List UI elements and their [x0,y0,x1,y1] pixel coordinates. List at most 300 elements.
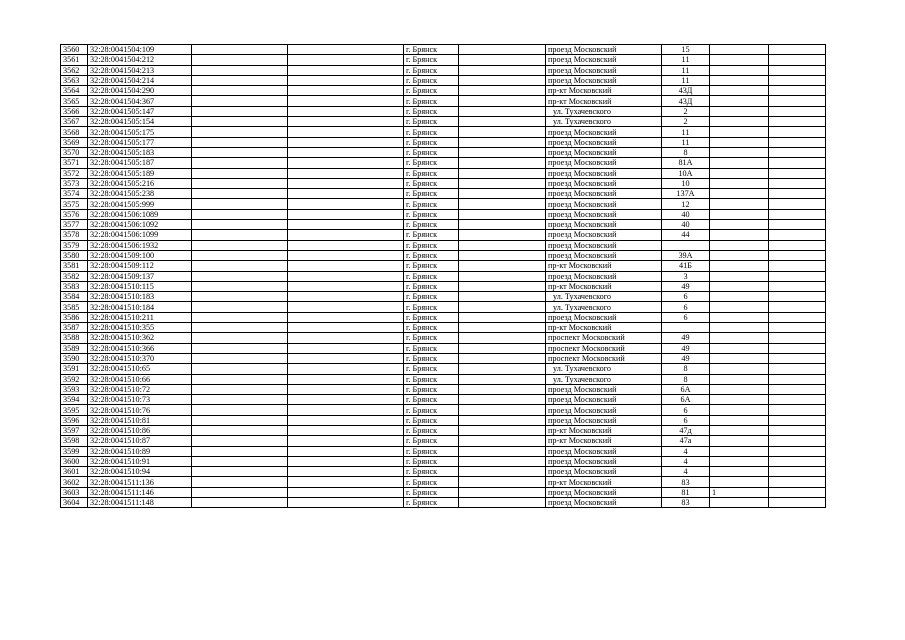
empty-cell [459,456,546,466]
street-cell: пр-кт Московский [546,425,662,435]
row-number-cell: 3587 [61,323,88,333]
row-number-cell: 3578 [61,230,88,240]
street-cell: проезд Московский [546,147,662,157]
empty-cell [459,436,546,446]
empty-cell [769,333,826,343]
house-number-cell: 41Б [662,261,710,271]
empty-cell [769,117,826,127]
empty-cell [288,395,404,405]
house-number-cell: 49 [662,281,710,291]
extra-cell [710,178,769,188]
house-number-cell: 11 [662,137,710,147]
empty-cell [459,117,546,127]
document-page [60,44,826,508]
street-cell: проезд Московский [546,55,662,65]
extra-cell [710,374,769,384]
empty-cell [769,498,826,508]
house-number-cell: 47д [662,425,710,435]
extra-cell [710,230,769,240]
street-cell: проезд Московский [546,168,662,178]
row-number-cell: 3576 [61,209,88,219]
empty-cell [288,199,404,209]
empty-cell [192,127,288,137]
street-cell: пр-кт Московский [546,477,662,487]
empty-cell [459,477,546,487]
empty-cell [459,261,546,271]
house-number-cell: 2 [662,117,710,127]
empty-cell [459,209,546,219]
empty-cell [192,55,288,65]
table-row [61,456,826,466]
row-number-cell: 3562 [61,65,88,75]
street-cell: проезд Московский [546,446,662,456]
empty-cell [288,487,404,497]
empty-cell [769,343,826,353]
extra-cell [710,405,769,415]
row-number-cell: 3573 [61,178,88,188]
empty-cell [769,405,826,415]
row-number-cell: 3572 [61,168,88,178]
street-cell: ул. Тухачевского [546,292,662,302]
street-cell: проезд Московский [546,45,662,55]
empty-cell [459,364,546,374]
empty-cell [459,415,546,425]
cadastral-number-cell: 32:28:0041510:94 [88,467,192,477]
empty-cell [192,209,288,219]
row-number-cell: 3577 [61,220,88,230]
house-number-cell: 81А [662,158,710,168]
row-number-cell: 3596 [61,415,88,425]
street-cell: проезд Московский [546,65,662,75]
empty-cell [288,75,404,85]
empty-cell [769,395,826,405]
empty-cell [192,250,288,260]
empty-cell [192,168,288,178]
street-cell: проспект Московский [546,353,662,363]
street-cell: проезд Московский [546,230,662,240]
empty-cell [459,55,546,65]
empty-cell [192,395,288,405]
table-body [61,45,826,508]
empty-cell [769,55,826,65]
city-cell: г. Брянск [404,45,459,55]
empty-cell [288,405,404,415]
table-row [61,312,826,322]
empty-cell [459,353,546,363]
house-number-cell: 11 [662,75,710,85]
table-row [61,96,826,106]
empty-cell [288,384,404,394]
house-number-cell: 81 [662,487,710,497]
cadastral-number-cell: 32:28:0041505:187 [88,158,192,168]
street-cell: проезд Московский [546,498,662,508]
street-cell: проезд Московский [546,158,662,168]
house-number-cell: 4 [662,467,710,477]
empty-cell [769,271,826,281]
street-cell: проезд Московский [546,127,662,137]
empty-cell [192,312,288,322]
row-number-cell: 3567 [61,117,88,127]
street-cell: проезд Московский [546,384,662,394]
empty-cell [459,498,546,508]
row-number-cell: 3593 [61,384,88,394]
empty-cell [459,333,546,343]
table-row [61,477,826,487]
empty-cell [769,178,826,188]
empty-cell [769,261,826,271]
row-number-cell: 3604 [61,498,88,508]
extra-cell [710,158,769,168]
street-cell: проезд Московский [546,467,662,477]
house-number-cell: 12 [662,199,710,209]
street-cell: ул. Тухачевского [546,364,662,374]
table-row [61,55,826,65]
empty-cell [459,86,546,96]
house-number-cell: 40 [662,209,710,219]
empty-cell [459,271,546,281]
cadastral-number-cell: 32:28:0041510:91 [88,456,192,466]
empty-cell [192,446,288,456]
city-cell: г. Брянск [404,189,459,199]
row-number-cell: 3575 [61,199,88,209]
cadastral-number-cell: 32:28:0041510:65 [88,364,192,374]
empty-cell [459,45,546,55]
city-cell: г. Брянск [404,456,459,466]
empty-cell [459,189,546,199]
empty-cell [288,127,404,137]
empty-cell [459,178,546,188]
house-number-cell: 6 [662,405,710,415]
empty-cell [192,199,288,209]
city-cell: г. Брянск [404,96,459,106]
extra-cell [710,147,769,157]
empty-cell [192,323,288,333]
row-number-cell: 3592 [61,374,88,384]
city-cell: г. Брянск [404,137,459,147]
table-row [61,199,826,209]
empty-cell [769,323,826,333]
house-number-cell: 49 [662,343,710,353]
row-number-cell: 3571 [61,158,88,168]
table-row [61,158,826,168]
empty-cell [459,425,546,435]
row-number-cell: 3574 [61,189,88,199]
empty-cell [459,240,546,250]
empty-cell [288,374,404,384]
empty-cell [192,436,288,446]
empty-cell [459,220,546,230]
row-number-cell: 3564 [61,86,88,96]
empty-cell [459,281,546,291]
table-row [61,271,826,281]
cadastral-number-cell: 32:28:0041505:216 [88,178,192,188]
empty-cell [459,312,546,322]
row-number-cell: 3594 [61,395,88,405]
city-cell: г. Брянск [404,106,459,116]
house-number-cell: 10А [662,168,710,178]
row-number-cell: 3579 [61,240,88,250]
house-number-cell: 43Д [662,96,710,106]
extra-cell: 1 [710,487,769,497]
city-cell: г. Брянск [404,147,459,157]
empty-cell [459,405,546,415]
empty-cell [769,106,826,116]
extra-cell [710,117,769,127]
cadastral-number-cell: 32:28:0041509:137 [88,271,192,281]
extra-cell [710,199,769,209]
table-row [61,230,826,240]
table-row [61,302,826,312]
table-row [61,106,826,116]
empty-cell [288,271,404,281]
city-cell: г. Брянск [404,178,459,188]
cadastral-number-cell: 32:28:0041510:81 [88,415,192,425]
table-row [61,333,826,343]
row-number-cell: 3589 [61,343,88,353]
table-row [61,292,826,302]
extra-cell [710,364,769,374]
city-cell: г. Брянск [404,343,459,353]
empty-cell [769,487,826,497]
empty-cell [192,364,288,374]
empty-cell [288,117,404,127]
street-cell: проезд Московский [546,395,662,405]
city-cell: г. Брянск [404,425,459,435]
house-number-cell: 39А [662,250,710,260]
house-number-cell: 10 [662,178,710,188]
empty-cell [288,137,404,147]
row-number-cell: 3570 [61,147,88,157]
extra-cell [710,127,769,137]
table-row [61,498,826,508]
empty-cell [288,96,404,106]
city-cell: г. Брянск [404,405,459,415]
empty-cell [192,498,288,508]
extra-cell [710,220,769,230]
empty-cell [192,75,288,85]
empty-cell [459,467,546,477]
house-number-cell: 6 [662,292,710,302]
row-number-cell: 3586 [61,312,88,322]
street-cell: проезд Московский [546,137,662,147]
empty-cell [192,147,288,157]
empty-cell [192,415,288,425]
cadastral-number-cell: 32:28:0041506:1089 [88,209,192,219]
empty-cell [459,168,546,178]
empty-cell [288,281,404,291]
empty-cell [769,65,826,75]
street-cell: проезд Московский [546,456,662,466]
city-cell: г. Брянск [404,199,459,209]
extra-cell [710,395,769,405]
extra-cell [710,189,769,199]
empty-cell [769,415,826,425]
street-cell: пр-кт Московский [546,96,662,106]
house-number-cell: 11 [662,55,710,65]
table-row [61,415,826,425]
city-cell: г. Брянск [404,261,459,271]
empty-cell [769,147,826,157]
house-number-cell: 11 [662,65,710,75]
city-cell: г. Брянск [404,230,459,240]
cadastral-number-cell: 32:28:0041511:148 [88,498,192,508]
empty-cell [288,106,404,116]
empty-cell [769,425,826,435]
table-row [61,86,826,96]
cadastral-number-cell: 32:28:0041506:1099 [88,230,192,240]
empty-cell [459,127,546,137]
house-number-cell: 8 [662,364,710,374]
table-row [61,45,826,55]
cadastral-number-cell: 32:28:0041510:184 [88,302,192,312]
extra-cell [710,96,769,106]
city-cell: г. Брянск [404,487,459,497]
street-cell: ул. Тухачевского [546,106,662,116]
empty-cell [288,498,404,508]
street-cell: пр-кт Московский [546,281,662,291]
house-number-cell: 3 [662,271,710,281]
extra-cell [710,75,769,85]
city-cell: г. Брянск [404,384,459,394]
cadastral-number-cell: 32:28:0041504:367 [88,96,192,106]
empty-cell [288,189,404,199]
city-cell: г. Брянск [404,220,459,230]
empty-cell [288,240,404,250]
city-cell: г. Брянск [404,353,459,363]
extra-cell [710,168,769,178]
row-number-cell: 3580 [61,250,88,260]
table-row [61,240,826,250]
cadastral-number-cell: 32:28:0041505:189 [88,168,192,178]
house-number-cell: 6 [662,302,710,312]
cadastral-number-cell: 32:28:0041510:73 [88,395,192,405]
row-number-cell: 3583 [61,281,88,291]
empty-cell [769,45,826,55]
house-number-cell: 15 [662,45,710,55]
table-row [61,137,826,147]
street-cell: пр-кт Московский [546,261,662,271]
empty-cell [192,158,288,168]
empty-cell [769,364,826,374]
table-row [61,127,826,137]
empty-cell [769,209,826,219]
empty-cell [192,477,288,487]
city-cell: г. Брянск [404,477,459,487]
cadastral-number-cell: 32:28:0041510:86 [88,425,192,435]
empty-cell [192,178,288,188]
cadastral-number-cell: 32:28:0041506:1092 [88,220,192,230]
street-cell: ул. Тухачевского [546,302,662,312]
house-number-cell: 83 [662,477,710,487]
cadastral-number-cell: 32:28:0041504:290 [88,86,192,96]
empty-cell [769,374,826,384]
table-row [61,374,826,384]
empty-cell [288,425,404,435]
street-cell: проезд Московский [546,415,662,425]
cadastral-number-cell: 32:28:0041510:211 [88,312,192,322]
row-number-cell: 3585 [61,302,88,312]
extra-cell [710,436,769,446]
empty-cell [288,209,404,219]
row-number-cell: 3566 [61,106,88,116]
empty-cell [288,86,404,96]
extra-cell [710,292,769,302]
table-row [61,384,826,394]
street-cell: проезд Московский [546,178,662,188]
street-cell: проезд Московский [546,405,662,415]
empty-cell [769,158,826,168]
house-number-cell: 137А [662,189,710,199]
city-cell: г. Брянск [404,65,459,75]
city-cell: г. Брянск [404,55,459,65]
empty-cell [288,312,404,322]
cadastral-number-cell: 32:28:0041504:212 [88,55,192,65]
house-number-cell: 8 [662,374,710,384]
empty-cell [769,189,826,199]
table-row [61,250,826,260]
empty-cell [192,333,288,343]
extra-cell [710,333,769,343]
empty-cell [192,106,288,116]
empty-cell [769,446,826,456]
empty-cell [769,467,826,477]
empty-cell [459,96,546,106]
empty-cell [769,312,826,322]
table-row [61,220,826,230]
city-cell: г. Брянск [404,127,459,137]
extra-cell [710,415,769,425]
empty-cell [192,425,288,435]
extra-cell [710,55,769,65]
row-number-cell: 3601 [61,467,88,477]
empty-cell [288,436,404,446]
empty-cell [459,158,546,168]
city-cell: г. Брянск [404,364,459,374]
house-number-cell [662,323,710,333]
extra-cell [710,343,769,353]
empty-cell [769,127,826,137]
cadastral-number-cell: 32:28:0041510:355 [88,323,192,333]
house-number-cell: 49 [662,333,710,343]
table-row [61,487,826,497]
empty-cell [192,467,288,477]
row-number-cell: 3598 [61,436,88,446]
city-cell: г. Брянск [404,250,459,260]
extra-cell [710,240,769,250]
empty-cell [769,220,826,230]
table-row [61,467,826,477]
street-cell: проезд Московский [546,271,662,281]
city-cell: г. Брянск [404,209,459,219]
house-number-cell: 47а [662,436,710,446]
table-row [61,425,826,435]
row-number-cell: 3581 [61,261,88,271]
extra-cell [710,86,769,96]
cadastral-number-cell: 32:28:0041504:214 [88,75,192,85]
empty-cell [288,353,404,363]
city-cell: г. Брянск [404,374,459,384]
empty-cell [192,405,288,415]
extra-cell [710,261,769,271]
table-row [61,147,826,157]
city-cell: г. Брянск [404,498,459,508]
row-number-cell: 3597 [61,425,88,435]
empty-cell [459,65,546,75]
city-cell: г. Брянск [404,446,459,456]
street-cell: ул. Тухачевского [546,374,662,384]
empty-cell [769,436,826,446]
city-cell: г. Брянск [404,168,459,178]
